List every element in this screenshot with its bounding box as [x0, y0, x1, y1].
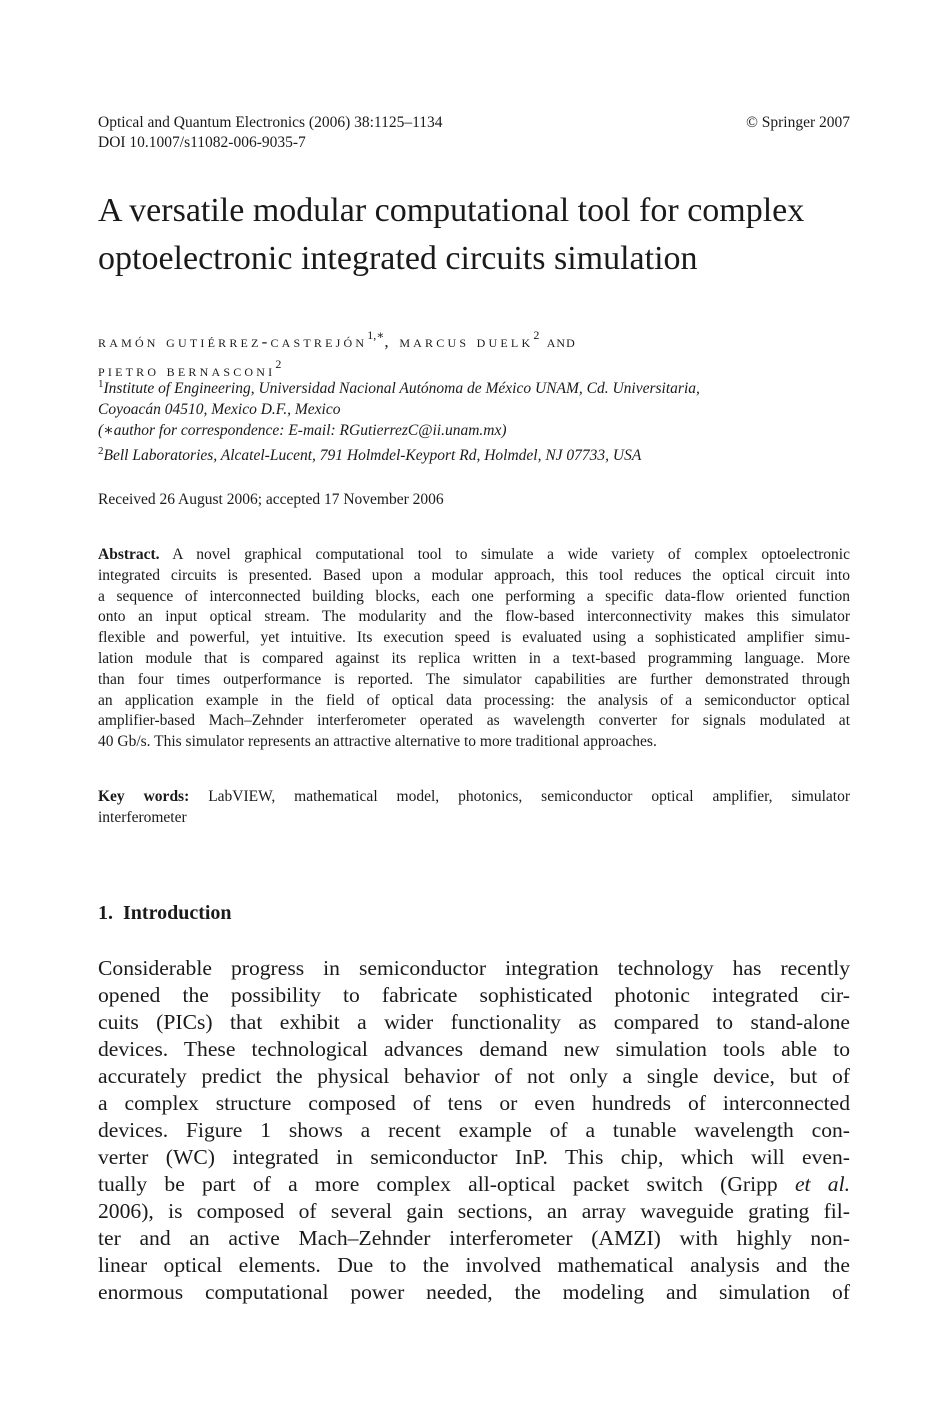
affiliation-text: Coyoacán 04510, Mexico D.F., Mexico	[98, 401, 341, 418]
received-dates: Received 26 August 2006; accepted 17 November 2006	[98, 491, 444, 508]
body-line: linear optical elements. Due to the involved mathematical analysis and the	[98, 1253, 850, 1277]
abstract-text: an application example in the field of optical data processing: the analysis of a semiconductor optical	[98, 691, 850, 709]
abstract-text: a sequence of interconnected building blocks, each one performing a specific data-flow oriented function	[98, 587, 850, 605]
body-text-span: tually be part of a more complex all-optical packet switch (Gripp	[98, 1172, 778, 1196]
abstract-text: than four times outperformance is reported. The simulator capabilities are further demonstrated through	[98, 670, 850, 688]
body-line: Considerable progress in semiconductor integration technology has recently	[98, 956, 850, 980]
author-name: marcus duelk	[399, 332, 534, 351]
body-line	[98, 1171, 850, 1198]
abstract-text: A novel graphical computational tool to simulate a wide variety of complex optoelectronic	[172, 546, 850, 563]
abstract-text: 40 Gb/s. This simulator represents an attractive alternative to more traditional approaches.	[98, 733, 657, 751]
keywords	[98, 787, 850, 829]
copyright: © Springer 2007	[746, 114, 850, 131]
section-number: 1.	[98, 902, 113, 924]
journal-citation: Optical and Quantum Electronics (2006) 38:1125–1134	[98, 114, 443, 131]
keywords-text: LabVIEW, mathematical model, photonics, semiconductor optical amplifier, simulator	[208, 788, 851, 805]
running-header	[98, 113, 850, 153]
affiliation-text: Bell Laboratories, Alcatel-Lucent, 791 Holmdel-Keyport Rd, Holmdel, NJ 07733, USA	[103, 447, 642, 464]
body-text	[98, 955, 850, 1306]
body-line: a complex structure composed of tens or even hundreds of interconnected	[98, 1091, 850, 1115]
author-list: ramón gutiérrez-castrejón$^{1,∗}$, marcus duelk$^2$ and pietro bernasconi$^2$	[98, 328, 576, 380]
body-line: accurately predict the physical behavior of not only a single device, but of	[98, 1064, 850, 1088]
body-line: enormous computational power needed, the modeling and simulation of	[98, 1280, 850, 1304]
paper-title	[98, 187, 858, 283]
affiliations	[98, 374, 858, 466]
body-emphasis: et al.	[794, 1172, 850, 1196]
abstract-text: integrated circuits is presented. Based upon a modular approach, this tool reduces the optical circuit into	[98, 566, 850, 584]
body-line: verter (WC) integrated in semiconductor InP. This chip, which will even-	[98, 1145, 850, 1169]
affil-number: 2	[98, 445, 104, 457]
author-name: ramón gutiérrez-castrejón	[98, 332, 368, 351]
author-affil-marker: 2	[275, 357, 282, 371]
keywords-label: Key words:	[98, 788, 190, 805]
author-affil-marker: 2	[533, 328, 540, 342]
body-line: opened the possibility to fabricate sophisticated photonic integrated cir-	[98, 983, 850, 1007]
abstract-text: lation module that is compared against its replica written in a text-based programming language. More	[98, 649, 850, 667]
body-line: cuits (PICs) that exhibit a wider functionality as compared to stand-alone	[98, 1010, 850, 1034]
abstract-text: amplifier-based Mach–Zehnder interferometer operated as wavelength converter for signals modulated at	[98, 712, 850, 730]
section-title: Introduction	[123, 902, 232, 924]
body-line: devices. Figure 1 shows a recent example of a tunable wavelength con-	[98, 1118, 850, 1142]
body-line: ter and an active Mach–Zehnder interferometer (AMZI) with highly non-	[98, 1226, 850, 1250]
author-name: pietro bernasconi	[98, 361, 276, 380]
section-heading	[98, 902, 232, 925]
abstract	[98, 545, 850, 753]
abstract-text: onto an input optical stream. The modularity and the flow-based interconnectivity makes this simulator	[98, 608, 850, 626]
abstract-label: Abstract.	[98, 546, 160, 563]
body-line: 2006), is composed of several gain sections, an array waveguide grating fil-	[98, 1199, 850, 1223]
keywords-text: interferometer	[98, 808, 187, 826]
author-affil-marker: 1,∗	[367, 328, 385, 342]
title-line: A versatile modular computational tool for complex	[98, 192, 805, 229]
author-conjunction: and	[546, 332, 576, 351]
title-line: optoelectronic integrated circuits simulation	[98, 240, 698, 277]
body-line: devices. These technological advances demand new simulation tools able to	[98, 1037, 850, 1061]
abstract-text: flexible and powerful, yet intuitive. Its execution speed is evaluated using a sophisticated amplifier simu-	[98, 629, 850, 647]
doi: DOI 10.1007/s11082-006-9035-7	[98, 134, 306, 151]
affiliation-text: Institute of Engineering, Universidad Nacional Autónoma de México UNAM, Cd. Universitaria,	[103, 380, 700, 397]
correspondence-note: (∗author for correspondence: E-mail: RGutierrezC@ii.unam.mx)	[98, 422, 507, 439]
affil-number: 1	[98, 378, 104, 390]
